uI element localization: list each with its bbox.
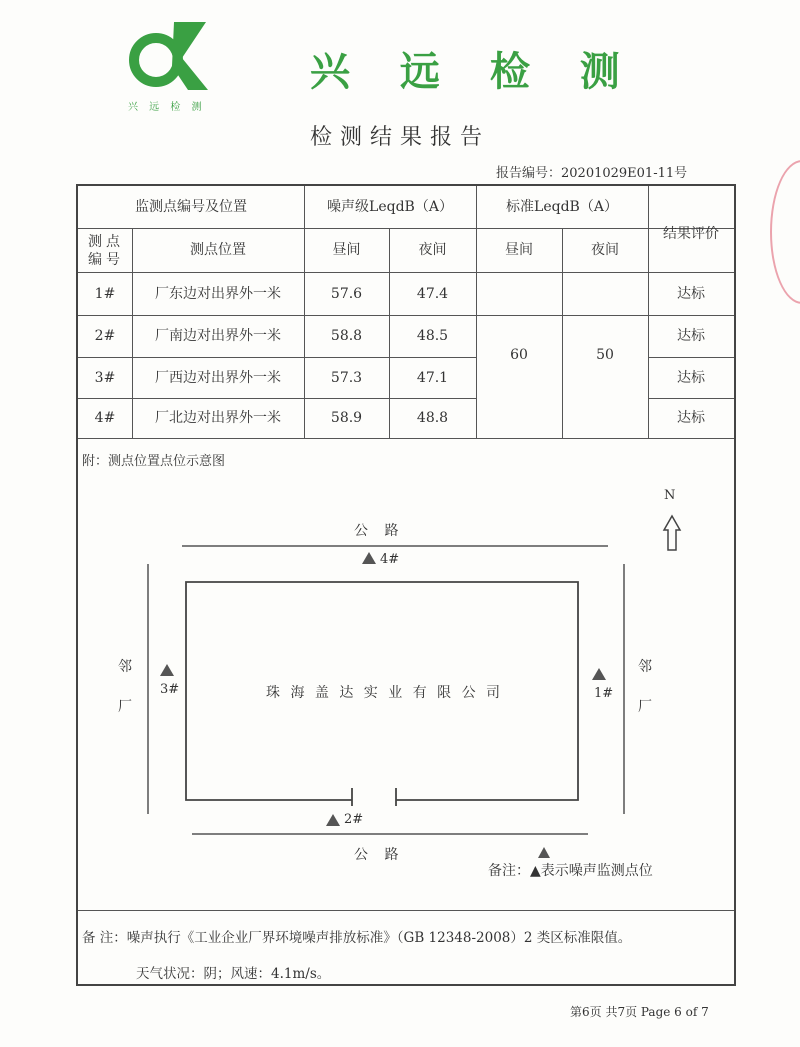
row-result: 达标 [677,285,705,302]
road-bottom-label: 公 路 [354,847,405,863]
north-label: N [664,488,676,503]
row-result: 达标 [677,369,705,386]
brand-name: 兴 远 检 测 [310,49,638,95]
diagram-caption: 附：测点位置点位示意图 [82,454,226,469]
header-day: 昼间 [332,242,361,258]
neighbor-right-1: 邻 [638,659,652,675]
row-point-no: 4# [94,410,116,426]
row-point-no: 1# [94,285,116,302]
point-3-marker-icon [160,664,174,676]
point-4-marker-icon [362,552,376,564]
header-night: 夜间 [418,242,447,258]
brand-logo [126,14,212,94]
row-location: 厂西边对出界外一米 [155,369,281,386]
seal-stamp [770,160,800,304]
row-night: 47.1 [416,369,449,386]
neighbor-left-2: 厂 [118,699,132,715]
header-location-group: 监测点编号及位置 [135,199,247,215]
row-day: 58.9 [330,410,363,426]
std-night-value: 50 [596,347,614,363]
row-day: 57.3 [330,369,363,386]
header-noise-group: 噪声级LeqdB（A） [327,199,453,215]
row-result: 达标 [677,328,705,344]
row-result: 达标 [677,410,705,426]
header-result: 结果评价 [663,226,719,242]
header-point-location: 测点位置 [190,242,246,258]
weather-text: 天气状况：阴；风速：4.1m/s。 [136,966,331,982]
row-location: 厂北边对出界外一米 [155,410,281,426]
alpha-logo-icon [126,14,212,94]
road-top-label: 公 路 [354,523,405,539]
page-footer: 第6页 共7页 Page 6 of 7 [570,1005,709,1019]
point-3-label: 3# [160,682,180,697]
remark-text: 备 注：噪声执行《工业企业厂界环境噪声排放标准》（GB 12348-2008）2 类区标准限值。 [82,930,632,946]
logo-caption: 兴 远 检 测 [128,102,206,113]
point-1-marker-icon [592,668,606,680]
row-location: 厂东边对出界外一米 [155,285,281,302]
report-frame [76,184,736,986]
legend-marker-icon [538,847,550,858]
row-day: 58.8 [330,328,363,344]
header-standard-group: 标准LeqdB（A） [506,199,618,215]
row-point-no: 2# [94,328,116,344]
point-4-label: 4# [380,552,400,567]
neighbor-right-2: 厂 [638,699,652,715]
header-point-no: 测点编号 [88,234,124,268]
report-number: 报告编号：20201029E01-11号 [496,166,688,181]
diagram-legend: 备注：▲表示噪声监测点位 [488,863,653,879]
point-2-marker-icon [326,814,340,826]
header-std-night: 夜间 [591,242,619,258]
company-name: 珠 海 盖 达 实 业 有 限 公 司 [266,685,504,701]
row-night: 47.4 [416,285,449,302]
report-title: 检测结果报告 [309,125,490,150]
header-std-day: 昼间 [505,242,533,258]
point-1-label: 1# [594,686,614,701]
point-2-label: 2# [344,812,364,827]
row-day: 57.6 [330,285,363,302]
std-day-value: 60 [510,347,528,363]
row-night: 48.8 [416,410,449,426]
neighbor-left-1: 邻 [118,659,132,675]
row-location: 厂南边对出界外一米 [155,328,281,344]
row-point-no: 3# [94,369,116,386]
row-night: 48.5 [416,328,449,344]
